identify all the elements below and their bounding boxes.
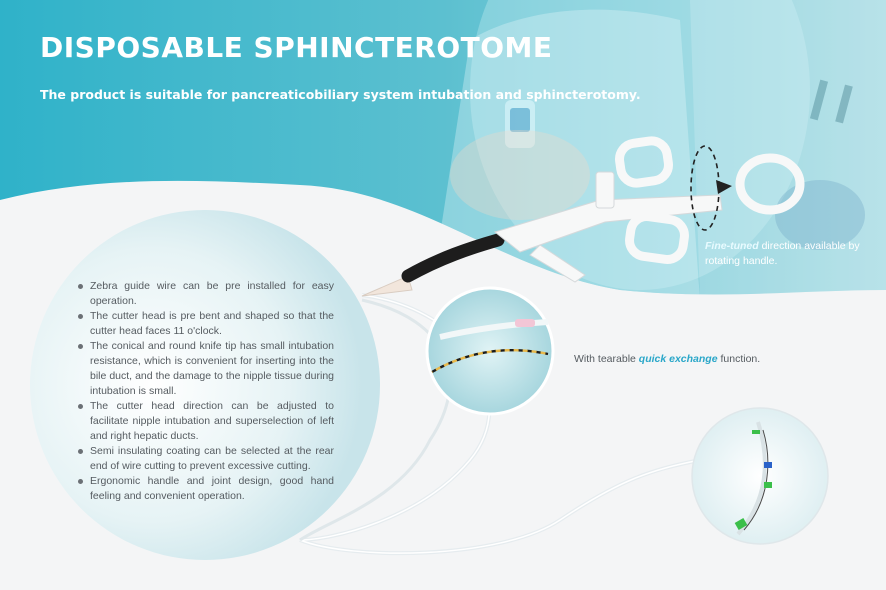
exchange-caption — [574, 353, 760, 365]
list-item: Ergonomic handle and joint design, good hand feeling and convenient operation. — [78, 474, 334, 504]
page-subtitle: The product is suitable for pancreaticobiliary system intubation and sphincterotomy. — [40, 87, 641, 102]
list-item: Zebra guide wire can be pre installed for easy operation. — [78, 279, 334, 309]
bullet-icon — [78, 344, 83, 349]
bullet-icon — [78, 284, 83, 289]
list-item: Semi insulating coating can be selected at the rear end of wire cutting to prevent excessive cutting. — [78, 444, 334, 474]
list-item: The cutter head is pre bent and shaped so that the cutter head faces 11 o'clock. — [78, 309, 334, 339]
quick-exchange-detail — [427, 288, 553, 414]
handle-caption — [705, 239, 865, 269]
bullet-icon — [78, 314, 83, 319]
bullet-icon — [78, 404, 83, 409]
bullet-icon — [78, 449, 83, 454]
feature-list — [78, 279, 334, 504]
exchange-caption-prefix: With tearable — [574, 353, 639, 365]
bullet-icon — [78, 479, 83, 484]
list-item: The cutter head direction can be adjusted to facilitate nipple intubation and superselection of left and right hepatic ducts. — [78, 399, 334, 444]
cutter-tip-detail — [692, 408, 828, 544]
handle-caption-text: direction available by rotating handle. — [705, 240, 860, 267]
list-item: The conical and round knife tip has small intubation resistance, which is convenient for inserting into the bile duct, and the damage to the nipple tissue during intubation is small. — [78, 339, 334, 399]
page-title: DISPOSABLE SPHINCTEROTOME — [40, 31, 553, 64]
exchange-caption-emphasis: quick exchange — [638, 353, 718, 365]
exchange-caption-suffix: function. — [717, 353, 761, 365]
handle-caption-emphasis: Fine-tuned — [705, 240, 759, 252]
